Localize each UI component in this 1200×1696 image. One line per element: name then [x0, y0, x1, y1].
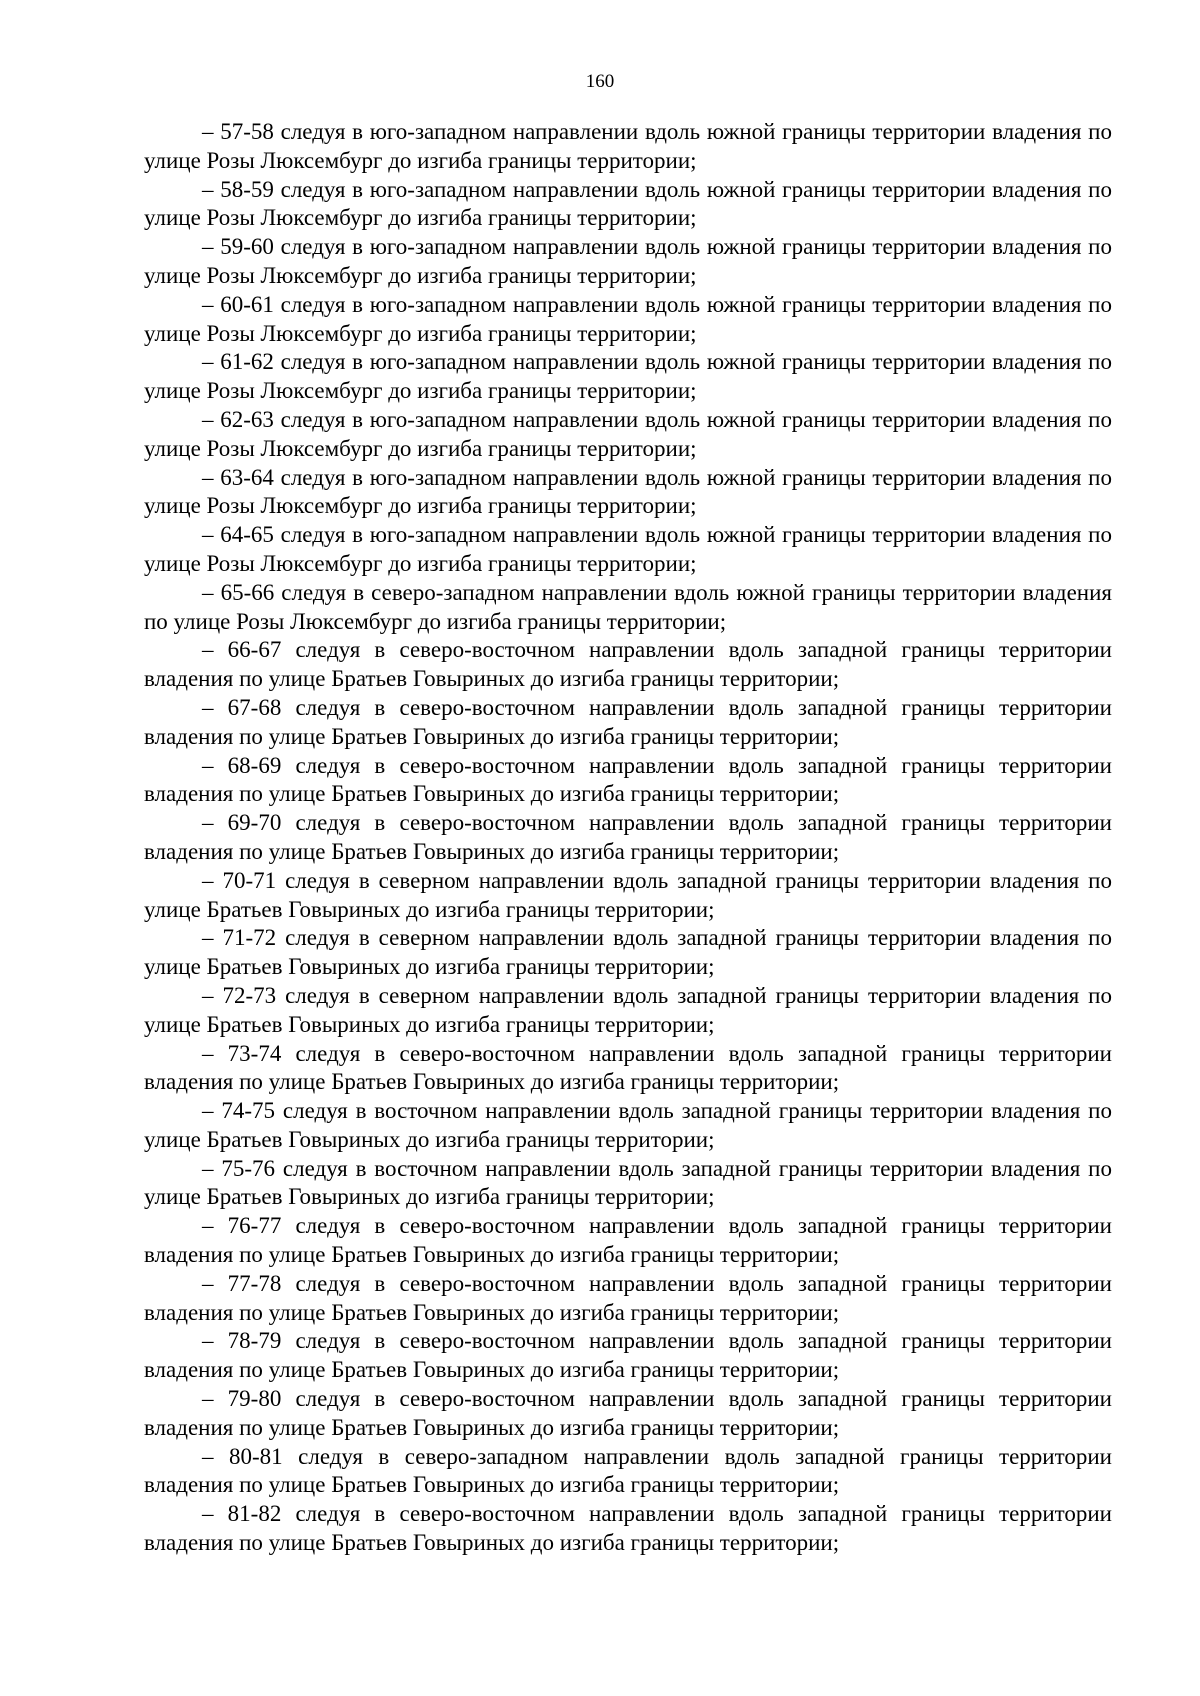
boundary-segment-paragraph: – 77-78 следуя в северо-восточном направлении вдоль западной границы территории владения по улице Братьев Говыриных до изгиба границы территории;	[144, 1270, 1112, 1325]
boundary-segment-paragraph: – 79-80 следуя в северо-восточном направлении вдоль западной границы территории владения по улице Братьев Говыриных до изгиба границы территории;	[144, 1386, 1112, 1440]
boundary-segment-paragraph: – 63-64 следуя в юго-западном направлении вдоль южной границы территории владения по улице Розы Люксембург до изгиба границы территории;	[144, 464, 1112, 519]
boundary-segment-paragraph: – 71-72 следуя в северном направлении вдоль западной границы территории владения по улице Братьев Говыриных до изгиба границы территории;	[144, 925, 1112, 980]
page-number: 160	[585, 71, 615, 92]
boundary-segment-paragraph: – 72-73 следуя в северном направлении вдоль западной границы территории владения по улице Братьев Говыриных до изгиба границы территории;	[144, 982, 1112, 1037]
boundary-segment-paragraph: – 64-65 следуя в юго-западном направлении вдоль южной границы территории владения по улице Розы Люксембург до изгиба границы территории;	[144, 522, 1112, 576]
boundary-segment-paragraph: – 67-68 следуя в северо-восточном направлении вдоль западной границы территории владения по улице Братьев Говыриных до изгиба границы территории;	[144, 694, 1112, 749]
boundary-segment-paragraph: – 80-81 следуя в северо-западном направлении вдоль западной границы территории владения по улице Братьев Говыриных до изгиба границы территории;	[144, 1443, 1112, 1498]
boundary-segment-paragraph: – 70-71 следуя в северном направлении вдоль западной границы территории владения по улице Братьев Говыриных до изгиба границы территории;	[144, 867, 1112, 922]
boundary-segment-paragraph: – 57-58 следуя в юго-западном направлении вдоль южной границы территории владения по улице Розы Люксембург до изгиба границы территории;	[144, 119, 1112, 173]
boundary-segment-paragraph: – 74-75 следуя в восточном направлении вдоль западной границы территории владения по улице Братьев Говыриных до изгиба границы территории;	[144, 1098, 1112, 1152]
boundary-segment-paragraph: – 58-59 следуя в юго-западном направлении вдоль южной границы территории владения по улице Розы Люксембург до изгиба границы территории;	[144, 176, 1112, 231]
boundary-segment-paragraph: – 61-62 следуя в юго-западном направлении вдоль южной границы территории владения по улице Розы Люксембург до изгиба границы территории;	[144, 349, 1112, 404]
boundary-segment-paragraph: – 69-70 следуя в северо-восточном направлении вдоль западной границы территории владения по улице Братьев Говыриных до изгиба границы территории;	[144, 810, 1112, 864]
boundary-segment-paragraph: – 66-67 следуя в северо-восточном направлении вдоль западной границы территории владения по улице Братьев Говыриных до изгиба границы территории;	[144, 637, 1112, 692]
boundary-segment-paragraph: – 78-79 следуя в северо-восточном направлении вдоль западной границы территории владения по улице Братьев Говыриных до изгиба границы территории;	[144, 1328, 1112, 1383]
boundary-segment-paragraph: – 68-69 следуя в северо-восточном направлении вдоль западной границы территории владения по улице Братьев Говыриных до изгиба границы территории;	[144, 752, 1112, 807]
boundary-segment-paragraph: – 62-63 следуя в юго-западном направлении вдоль южной границы территории владения по улице Розы Люксембург до изгиба границы территории;	[144, 406, 1112, 461]
boundary-segment-paragraph: – 60-61 следуя в юго-западном направлении вдоль южной границы территории владения по улице Розы Люксембург до изгиба границы территории;	[144, 291, 1112, 346]
boundary-segment-paragraph: – 59-60 следуя в юго-западном направлении вдоль южной границы территории владения по улице Розы Люксембург до изгиба границы территории;	[144, 234, 1112, 288]
boundary-segment-paragraph: – 75-76 следуя в восточном направлении вдоль западной границы территории владения по улице Братьев Говыриных до изгиба границы территории;	[144, 1155, 1112, 1210]
boundary-segment-paragraph: – 65-66 следуя в северо-западном направлении вдоль южной границы территории владения по улице Розы Люксембург до изгиба границы территории;	[144, 579, 1112, 634]
document-body	[144, 118, 1112, 1558]
boundary-segment-paragraph: – 81-82 следуя в северо-восточном направлении вдоль западной границы территории владения по улице Братьев Говыриных до изгиба границы территории;	[144, 1501, 1112, 1556]
boundary-segment-paragraph: – 73-74 следуя в северо-восточном направлении вдоль западной границы территории владения по улице Братьев Говыриных до изгиба границы территории;	[144, 1040, 1112, 1095]
boundary-segment-paragraph: – 76-77 следуя в северо-восточном направлении вдоль западной границы территории владения по улице Братьев Говыриных до изгиба границы территории;	[144, 1213, 1112, 1268]
